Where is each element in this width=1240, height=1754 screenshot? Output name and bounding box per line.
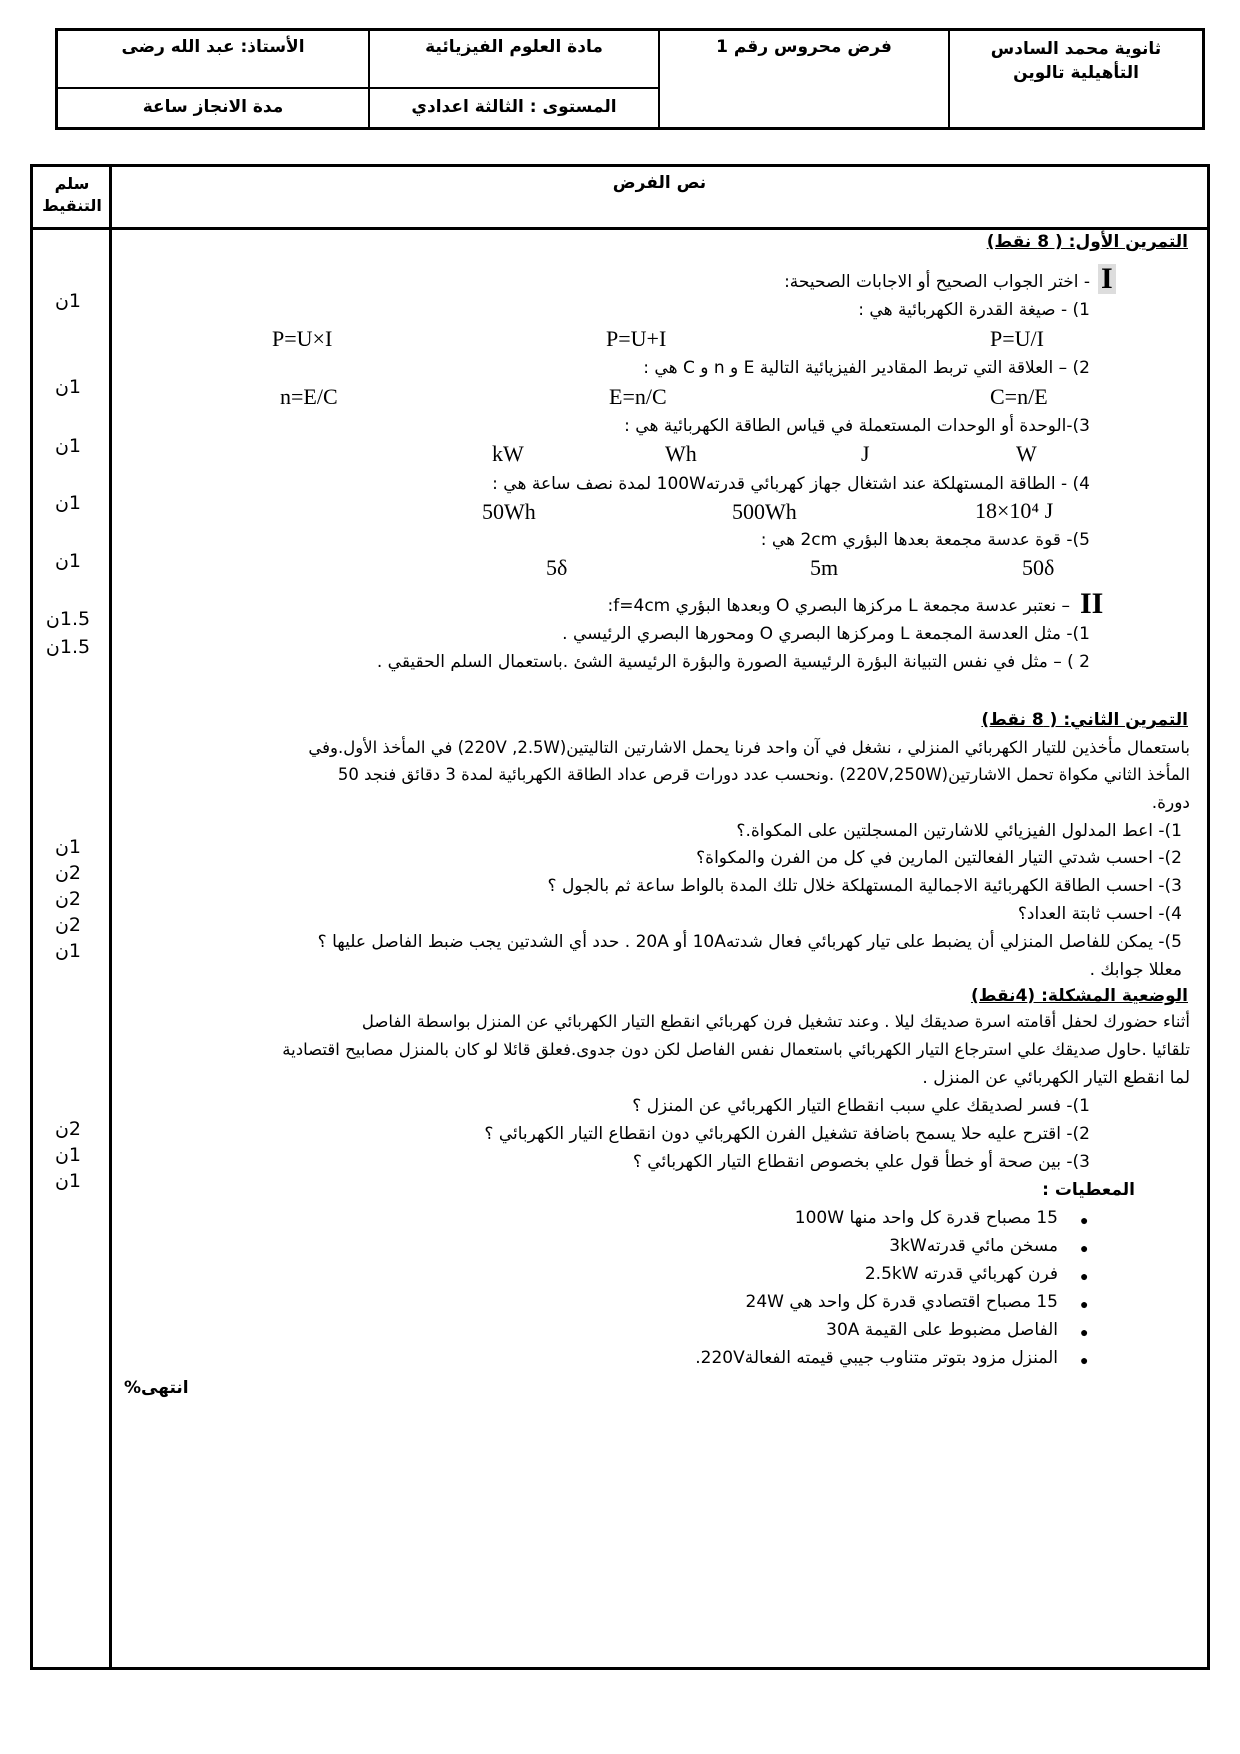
problem-q1: 1)- فسر لصديقك علي سبب انقطاع التيار الكهربائي عن المنزل ؟ xyxy=(632,1096,1090,1116)
bullet-icon: ● xyxy=(1080,1326,1089,1341)
q3-option-b: J xyxy=(861,441,870,466)
score-problem-q3: 1ن xyxy=(54,1170,82,1192)
exercise2-intro-line3: دورة. xyxy=(1151,793,1190,813)
exam-title: فرض محروس رقم 1 xyxy=(716,37,892,57)
data-item-2: مسخن مائي قدرته3kW xyxy=(889,1236,1058,1256)
problem-text-line1: أثناء حضورك لحفل أقامته اسرة صديقك ليلا . وعند تشغيل فرن كهربائي انقطع التيار الكهربائي عن المنزل بواسطة الفاصل xyxy=(361,1012,1190,1031)
text-column-header: نص الفرض xyxy=(612,173,707,193)
level-cell xyxy=(368,87,658,127)
part2-q1: 1)- مثل العدسة المجمعة L ومركزها البصري O ومحورها البصري الرئيسي . xyxy=(562,624,1090,644)
score-problem-q1: 2ن xyxy=(54,1118,82,1140)
q3-text: 3)-الوحدة أو الوحدات المستعملة في قياس الطاقة الكهربائية هي : xyxy=(624,416,1090,436)
q3-option-d: kW xyxy=(492,441,524,466)
q1-text: 1) - صيغة القدرة الكهربائية هي : xyxy=(858,300,1090,320)
problem-q2: 2)- اقترح عليه حلا يسمح باضافة تشغيل الفرن الكهربائي دون انقطاع التيار الكهربائي ؟ xyxy=(484,1124,1090,1144)
q3-option-c: Wh xyxy=(665,441,697,466)
bullet-icon: ● xyxy=(1080,1242,1089,1257)
q5-text: 5)- قوة عدسة مجمعة بعدها البؤري 2cm هي : xyxy=(760,530,1090,550)
exercise2-intro-line2: المأخذ الثاني مكواة تحمل الاشارتين(220V,250W) .ونحسب عدد دورات قرص عداد الطاقة الكهربائية لمدة 3 دقائق فنجد 50 xyxy=(337,765,1190,784)
school-name: ثانوية محمد السادس التأهيلية تالوين xyxy=(990,39,1162,83)
q5-option-b: 5m xyxy=(810,555,839,580)
q1-option-c: P=U×I xyxy=(272,326,333,351)
duration-cell xyxy=(58,87,368,127)
score-q2: 1ن xyxy=(54,376,82,398)
data-item-6: المنزل مزود بتوتر متناوب جيبي قيمته الفعالة220V. xyxy=(695,1348,1058,1368)
score-part2-q1: 1.5ن xyxy=(45,608,91,630)
part2-q2: 2 ) – مثل في نفس التبيانة البؤرة الرئيسية الصورة والبؤرة الرئيسية الشئ .باستعمال السلم الحقيقي . xyxy=(376,652,1090,672)
exercise2-q5-line1: 5)- يمكن للفاصل المنزلي أن يضبط على تيار كهربائي فعال شدته10A أو 20A . حدد أي الشدتين يجب ضبط الفاصل عليها ؟ xyxy=(317,932,1182,952)
exercise2-q5-line2: معللا جوابك . xyxy=(1089,960,1182,980)
q2-option-a: C=n/E xyxy=(990,384,1048,409)
q1-option-a: P=U/I xyxy=(990,326,1044,351)
q2-text: 2) – العلاقة التي تربط المقادير الفيزيائية التالية E و n و C هي : xyxy=(643,358,1090,378)
problem-title: الوضعية المشكلة: (4نقط) xyxy=(970,986,1188,1006)
q5-option-a: 50δ xyxy=(1022,555,1055,580)
exercise1-title: التمرين الأول: ( 8 نقط) xyxy=(986,232,1188,252)
q2-option-c: n=E/C xyxy=(280,384,338,409)
data-item-5: الفاصل مضبوط على القيمة 30A xyxy=(826,1320,1058,1340)
data-item-1: 15 مصباح قدرة كل واحد منها 100W xyxy=(794,1208,1058,1228)
subject: مادة العلوم الفيزيائية xyxy=(425,37,603,57)
duration: مدة الانجاز ساعة xyxy=(142,97,284,117)
score-q4: 1ن xyxy=(54,492,82,514)
score-q1: 1ن xyxy=(54,290,82,312)
exercise2-title: التمرين الثاني: ( 8 نقط) xyxy=(981,710,1188,730)
score-ex2-q2: 2ن xyxy=(54,862,82,884)
score-ex2-q5: 1ن xyxy=(54,940,82,962)
exercise2-q4: 4)- احسب ثابتة العداد؟ xyxy=(1017,904,1182,924)
exercise2-q1: 1)- اعط المدلول الفيزيائي للاشارتين المسجلتين على المكواة.؟ xyxy=(736,821,1182,841)
part1-instruction: - اختر الجواب الصحيح أو الاجابات الصحيحة: xyxy=(784,272,1090,292)
bullet-icon: ● xyxy=(1080,1270,1089,1285)
q4-option-c: 50Wh xyxy=(482,499,536,524)
bullet-icon: ● xyxy=(1080,1298,1089,1313)
level: المستوى : الثالثة اعدادي xyxy=(411,97,617,117)
exercise2-q3: 3)- احسب الطاقة الكهربائية الاجمالية المستهلكة خلال تلك المدة بالواط ساعة ثم بالجول ؟ xyxy=(547,876,1182,896)
q3-option-a: W xyxy=(1016,441,1037,466)
q1-option-b: P=U+I xyxy=(606,326,667,351)
score-ex2-q4: 2ن xyxy=(54,914,82,936)
part2-numeral: II xyxy=(1080,587,1104,620)
part1-numeral: I xyxy=(1098,264,1116,294)
school-cell xyxy=(948,31,1202,127)
subject-cell xyxy=(368,31,658,87)
q4-text: 4) - الطاقة المستهلكة عند اشتغال جهاز كهربائي قدرته100W لمدة نصف ساعة هي : xyxy=(492,474,1090,494)
score-column-header: سلم التنقيط xyxy=(42,174,102,215)
bullet-icon: ● xyxy=(1080,1354,1089,1369)
q2-option-b: E=n/C xyxy=(609,384,667,409)
score-ex2-q1: 1ن xyxy=(54,836,82,858)
score-q5: 1ن xyxy=(54,550,82,572)
problem-q3: 3)- بين صحة أو خطأ قول علي بخصوص انقطاع التيار الكهربائي ؟ xyxy=(632,1152,1090,1172)
score-part2-q2: 1.5ن xyxy=(45,636,91,658)
bullet-icon: ● xyxy=(1080,1214,1089,1229)
q4-option-b: 500Wh xyxy=(732,499,797,524)
teacher-name: الأستاذ: عبد الله رضى xyxy=(121,37,305,57)
problem-text-line3: لما انقطع التيار الكهربائي عن المنزل . xyxy=(922,1068,1190,1088)
teacher-cell xyxy=(58,31,368,87)
data-item-3: فرن كهربائي قدرته 2.5kW xyxy=(864,1264,1058,1284)
exam-cell xyxy=(658,31,948,127)
score-ex2-q3: 2ن xyxy=(54,888,82,910)
end-marker: انتهى% xyxy=(124,1378,189,1398)
q5-option-c: 5δ xyxy=(546,555,568,580)
data-title: المعطيات : xyxy=(1042,1180,1135,1200)
score-q3: 1ن xyxy=(54,435,82,457)
q4-option-a: 18×10⁴ J xyxy=(975,498,1054,523)
header-table xyxy=(55,28,1205,130)
score-problem-q2: 1ن xyxy=(54,1144,82,1166)
exercise2-q2: 2)- احسب شدتي التيار الفعالتين المارين في كل من الفرن والمكواة؟ xyxy=(696,848,1182,868)
data-item-4: 15 مصباح اقتصادي قدرة كل واحد هي 24W xyxy=(745,1292,1058,1312)
problem-text-line2: تلقائيا .حاول صديقك علي استرجاع التيار الكهربائي باستعمال نفس الفاصل لكن دون جدوى.فعلق قائلا لو كان بالمنزل مصابيح اقتصادية xyxy=(282,1040,1190,1059)
part2-intro: – نعتبر عدسة مجمعة L مركزها البصري O وبعدها البؤري f=4cm: xyxy=(607,596,1070,616)
exercise2-intro-line1: باستعمال مأخذين للتيار الكهربائي المنزلي ، نشغل في آن واحد فرنا يحمل الاشارتين التاليتين(220V ,2.5W) في المأخذ الأول.وفي xyxy=(308,738,1190,757)
